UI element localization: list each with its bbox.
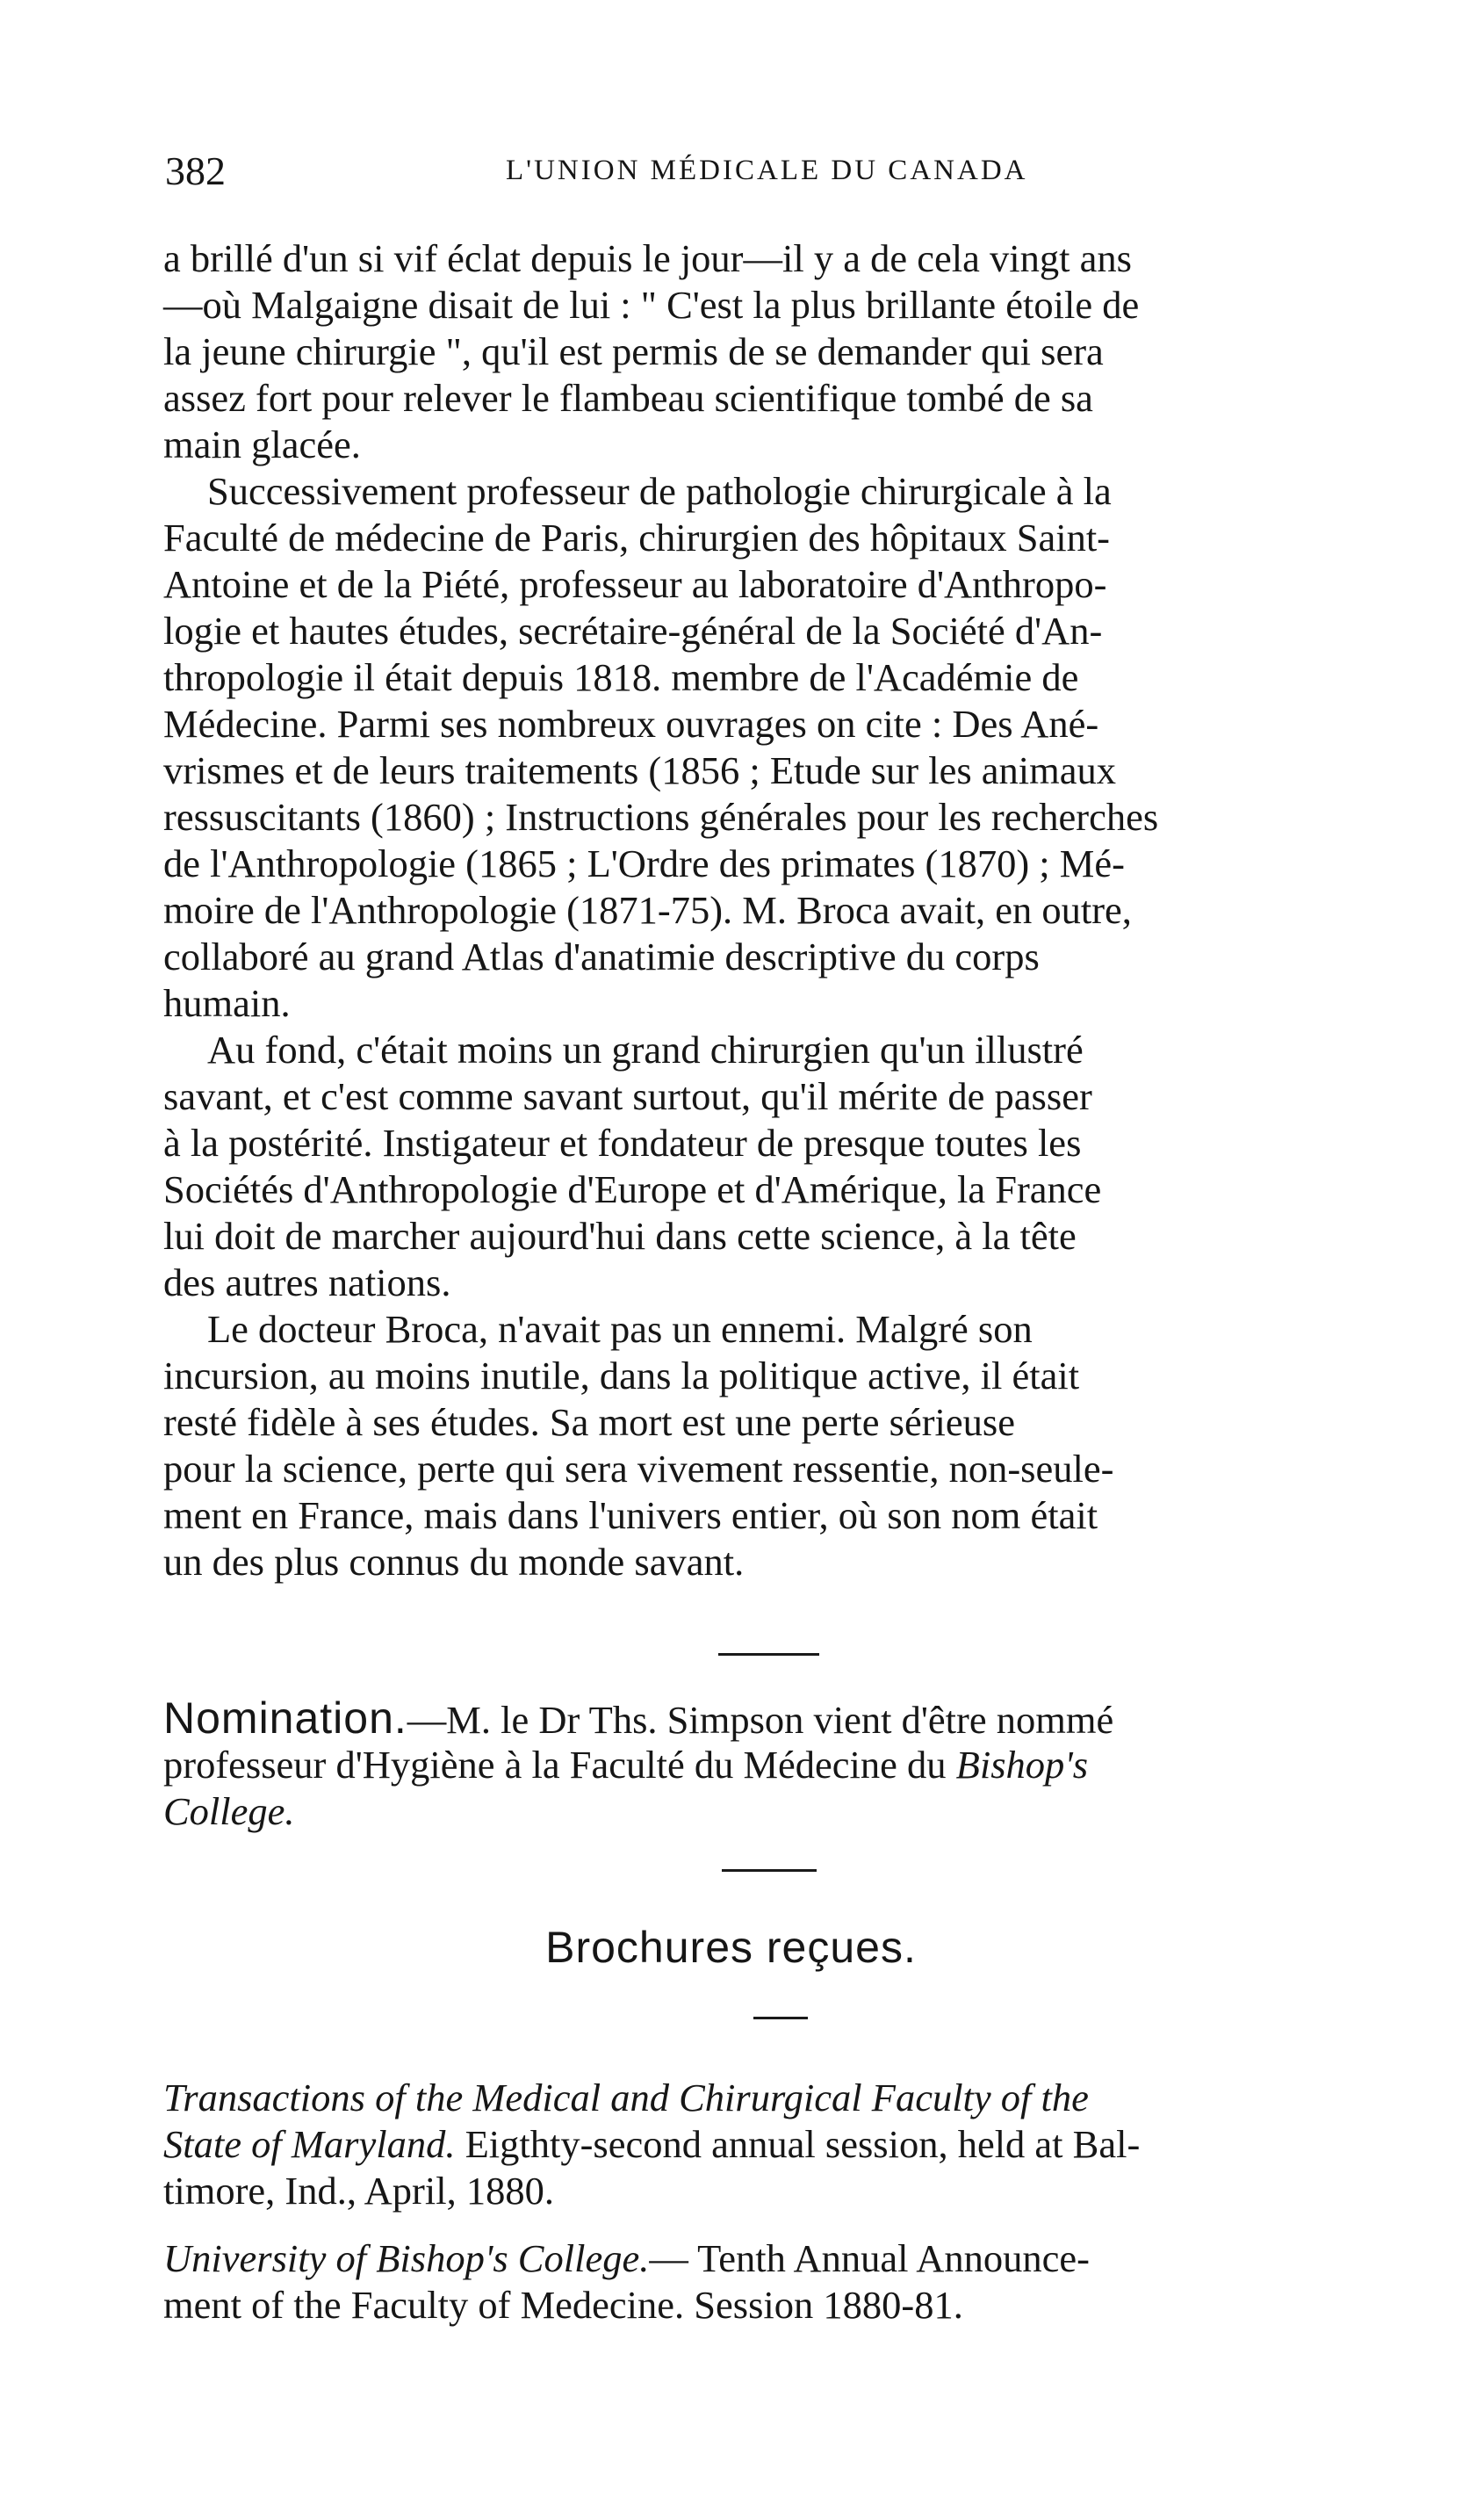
text-line: vrismes et de leurs traitements (1856 ; Etude sur les animaux <box>163 748 1117 792</box>
text-line: Le docteur Broca, n'avait pas un ennemi. Malgré son <box>207 1307 1033 1351</box>
text-line: Successivement professeur de pathologie chirurgicale à la <box>207 469 1112 513</box>
brochure-title: Transactions of the Medical and Chirurgical Faculty of the <box>163 2076 1089 2119</box>
running-title: L'UNION MÉDICALE DU CANADA <box>506 155 1028 186</box>
text-line: ment of the Faculty of Medecine. Session 1880-81. <box>163 2283 963 2327</box>
page-number: 382 <box>165 148 226 193</box>
text-line: des autres nations. <box>163 1260 451 1304</box>
text-line: de l'Anthropologie (1865 ; L'Ordre des primates (1870) ; Mé- <box>163 841 1125 885</box>
text-line: a brillé d'un si vif éclat depuis le jour—il y a de cela vingt ans <box>163 236 1132 280</box>
text-line: assez fort pour relever le flambeau scientifique tombé de sa <box>163 376 1093 420</box>
text-line: resté fidèle à ses études. Sa mort est une perte sérieuse <box>163 1400 1015 1444</box>
text-line <box>163 1695 1393 1742</box>
text-line: Antoine et de la Piété, professeur au laboratoire d'Anthropo- <box>163 562 1107 606</box>
section-divider <box>753 2017 808 2019</box>
section-title: Brochures reçues. <box>545 1923 917 1972</box>
text-line: moire de l'Anthropologie (1871-75). M. Broca avait, en outre, <box>163 888 1132 932</box>
nomination-text: —M. le Dr Ths. Simpson vient d'être nommé <box>407 1698 1114 1742</box>
text-line: collaboré au grand Atlas d'anatimie descriptive du corps <box>163 935 1040 978</box>
text-line <box>163 1742 1393 1788</box>
text-line: Sociétés d'Anthropologie d'Europe et d'Amérique, la France <box>163 1167 1102 1211</box>
article-body <box>163 235 1393 1585</box>
brochure-title: State of Maryland. <box>163 2122 456 2166</box>
text-line: ressuscitants (1860) ; Instructions générales pour les recherches <box>163 795 1159 839</box>
text-line: —où Malgaigne disait de lui : " C'est la plus brillante étoile de <box>163 283 1140 327</box>
nomination-text: professeur d'Hygiène à la Faculté du Médecine du <box>163 1743 956 1787</box>
section-divider <box>722 1869 817 1872</box>
text-line: thropologie il était depuis 1818. membre de l'Académie de <box>163 655 1079 699</box>
nomination-college: Bishop's <box>955 1743 1089 1787</box>
brochure-text: — Tenth Annual Announce- <box>649 2236 1090 2280</box>
brochures-list <box>163 2075 1393 2329</box>
text-line <box>163 2121 1393 2168</box>
text-line: savant, et c'est comme savant surtout, qu'il mérite de passer <box>163 1074 1092 1118</box>
section-divider <box>718 1653 819 1656</box>
text-line: timore, Ind., April, 1880. <box>163 2169 554 2213</box>
text-line: Médecine. Parmi ses nombreux ouvrages on cite : Des Ané- <box>163 702 1099 746</box>
text-line: la jeune chirurgie ", qu'il est permis de se demander qui sera <box>163 329 1104 373</box>
text-line: Au fond, c'était moins un grand chirurgien qu'un illustré <box>207 1028 1084 1072</box>
brochure-text: Eigthty-second annual session, held at Bal- <box>455 2122 1141 2166</box>
nomination-notice <box>163 1695 1393 1835</box>
text-line: incursion, au moins inutile, dans la politique active, il était <box>163 1354 1080 1397</box>
text-line: College. <box>163 1789 295 1833</box>
text-line: un des plus connus du monde savant. <box>163 1540 745 1584</box>
text-line: lui doit de marcher aujourd'hui dans cette science, à la tête <box>163 1214 1077 1258</box>
text-line: ment en France, mais dans l'univers entier, où son nom était <box>163 1493 1098 1537</box>
entry-gap <box>163 2214 1393 2235</box>
page-header <box>165 148 1131 200</box>
brochure-title: University of Bishop's College. <box>163 2236 650 2280</box>
text-line: logie et hautes études, secrétaire-général de la Société d'An- <box>163 609 1103 653</box>
text-line: Faculté de médecine de Paris, chirurgien des hôpitaux Saint- <box>163 516 1110 560</box>
text-line: main glacée. <box>163 422 361 466</box>
text-line: à la postérité. Instigateur et fondateur de presque toutes les <box>163 1121 1082 1165</box>
nomination-lead: Nomination. <box>163 1693 407 1743</box>
text-line: pour la science, perte qui sera vivement ressentie, non-seule- <box>163 1447 1114 1491</box>
text-line: humain. <box>163 981 291 1025</box>
text-line <box>163 2235 1393 2282</box>
